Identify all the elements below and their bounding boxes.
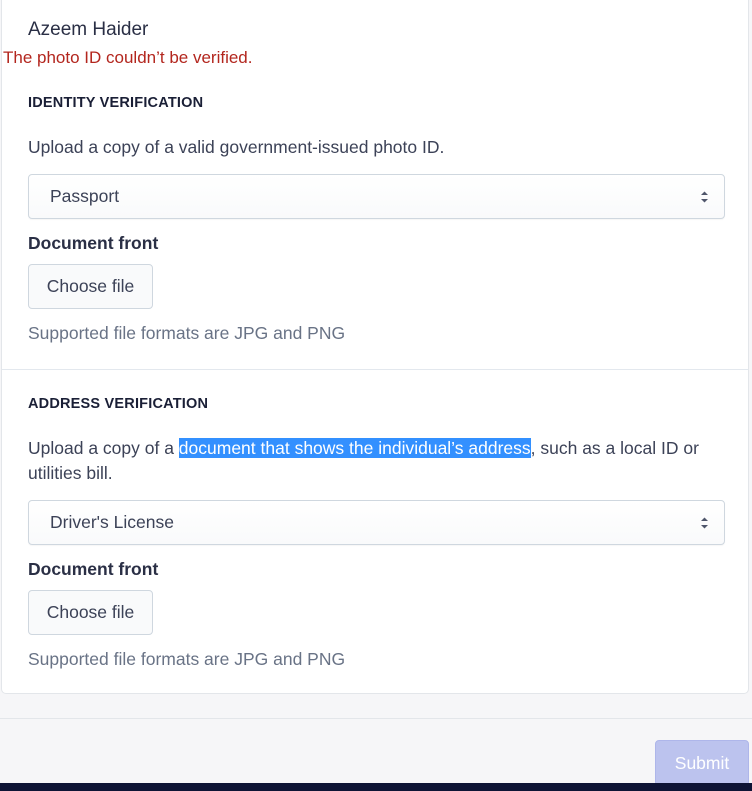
address-section-heading: ADDRESS VERIFICATION: [28, 396, 209, 412]
address-choose-file-button[interactable]: Choose file: [28, 590, 153, 635]
identity-document-front-label: Document front: [28, 233, 159, 253]
address-description-end: , such as a local ID or utilities bill.: [28, 438, 699, 483]
identity-choose-file-button[interactable]: Choose file: [28, 264, 153, 309]
address-description-start: Upload a copy of a: [28, 438, 179, 458]
address-document-select-value: Driver's License: [50, 512, 174, 532]
identity-file-format-hint: Supported file formats are JPG and PNG: [28, 323, 346, 343]
bottom-bar: [0, 783, 752, 791]
address-file-format-hint: Supported file formats are JPG and PNG: [28, 649, 346, 669]
submit-button[interactable]: Submit: [655, 740, 749, 786]
error-message: The photo ID couldn’t be verified.: [3, 48, 253, 67]
address-document-front-label: Document front: [28, 559, 159, 579]
identity-description: Upload a copy of a valid government-issued photo ID.: [28, 137, 445, 157]
verification-card: [1, 0, 749, 694]
identity-document-select[interactable]: [28, 174, 725, 219]
identity-section-heading: IDENTITY VERIFICATION: [28, 95, 204, 111]
footer-divider: [0, 718, 752, 719]
section-divider: [2, 369, 748, 370]
address-description: [28, 436, 718, 486]
address-document-select[interactable]: [28, 500, 725, 545]
identity-document-select-value: Passport: [50, 186, 120, 206]
address-description-selected-text: document that shows the individual’s address: [178, 438, 531, 458]
account-name: Azeem Haider: [28, 19, 149, 40]
up-down-chevron-icon: [700, 515, 709, 531]
up-down-chevron-icon: [700, 189, 709, 205]
